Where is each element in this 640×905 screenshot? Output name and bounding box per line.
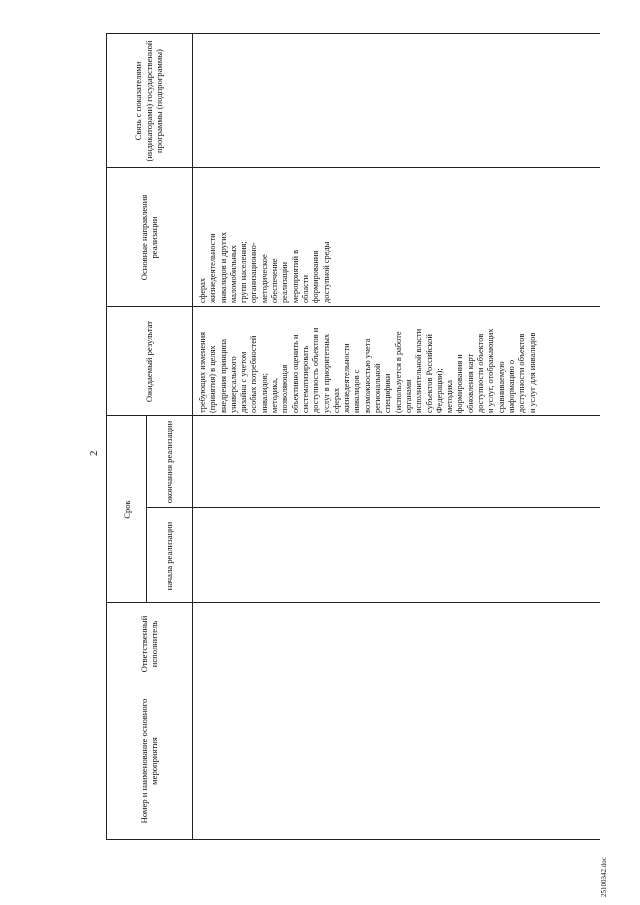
text-line: формирования — [311, 250, 321, 303]
text-line: жизнедеятельности — [208, 233, 218, 303]
directions-cell — [198, 169, 332, 303]
table-line — [106, 602, 600, 603]
text-line: позволяющая — [280, 364, 290, 413]
text-line: информацию о — [506, 359, 516, 413]
text-line: маломобильных — [228, 245, 238, 303]
table-line — [106, 33, 600, 34]
text-line: сферах — [331, 387, 341, 413]
text-line: доступной среды — [321, 241, 331, 303]
text-line: доступности объектов — [517, 333, 527, 413]
table-line — [146, 507, 600, 508]
text-line: инвалидов; — [259, 373, 269, 413]
header-end: окончания реализации — [163, 420, 174, 504]
table-line — [106, 34, 107, 840]
text-line: доступности объектов — [476, 333, 486, 413]
header-directions: Основные направления реализации — [138, 194, 159, 281]
result-cell — [198, 287, 538, 413]
text-line: инвалидов и других — [218, 232, 228, 303]
text-line: особых потребностей — [249, 335, 259, 413]
text-line: методика, — [270, 377, 280, 413]
header-term: Срок — [121, 500, 132, 519]
text-line: сравниваемую — [496, 361, 506, 413]
text-line: специфики — [383, 373, 393, 413]
text-line: возможностью учета — [362, 338, 372, 413]
text-line: органами — [403, 379, 413, 413]
text-line: региональной — [373, 363, 383, 413]
text-line: (принятия) в целях — [208, 345, 218, 413]
text-line: обновления карт — [465, 353, 475, 413]
text-line: сферах — [198, 277, 207, 303]
text-line: Федерации); — [434, 368, 444, 413]
text-line: (используется в работе — [393, 331, 403, 413]
header-result: Ожидаемый результат — [143, 320, 154, 403]
text-line: методическое — [259, 254, 269, 303]
table-line — [146, 416, 147, 603]
text-line: исполнительной власти — [414, 328, 424, 413]
text-line: доступность объектов и — [311, 327, 321, 413]
table-line — [106, 415, 600, 416]
text-line: и услуг, отображающих — [486, 328, 496, 413]
text-line: дизайна с учетом — [239, 351, 249, 413]
text-line: субъектов Российской — [424, 334, 434, 413]
text-line: реализации — [280, 262, 290, 303]
text-line: мероприятий в — [290, 249, 300, 303]
text-line: формирования и — [455, 354, 465, 413]
text-line: методика — [445, 380, 455, 413]
text-line: организационно- — [249, 242, 259, 303]
text-line: и услуг для инвалидов — [527, 332, 537, 413]
text-line: области — [300, 275, 310, 303]
page-number: 2 — [88, 450, 100, 456]
header-executor: Ответственный исполнитель — [138, 615, 159, 673]
text-line: услуг в приоритетных — [321, 333, 331, 413]
header-start: начала реализации — [163, 521, 174, 591]
text-line: систематизировать — [300, 345, 310, 413]
text-line: объективно оценить и — [290, 334, 300, 413]
text-line: инвалидов с — [352, 369, 362, 413]
header-link: Связь с показателями (индикаторами) государственной программы (подпрограммы) — [133, 40, 165, 162]
table-line — [106, 167, 600, 168]
table-line — [106, 839, 600, 840]
text-line: внедрения принципа — [218, 339, 228, 413]
table-line — [192, 34, 193, 840]
text-line: жизнедеятельности — [342, 343, 352, 413]
doc-reference: 25100342.doc — [600, 857, 608, 897]
text-line: требующих изменения — [198, 332, 207, 413]
text-line: групп населения; — [239, 241, 249, 303]
text-line: обеспечение — [270, 258, 280, 303]
header-measure: Номер и наименование основного мероприятия — [138, 698, 159, 824]
text-line: универсального — [228, 356, 238, 413]
